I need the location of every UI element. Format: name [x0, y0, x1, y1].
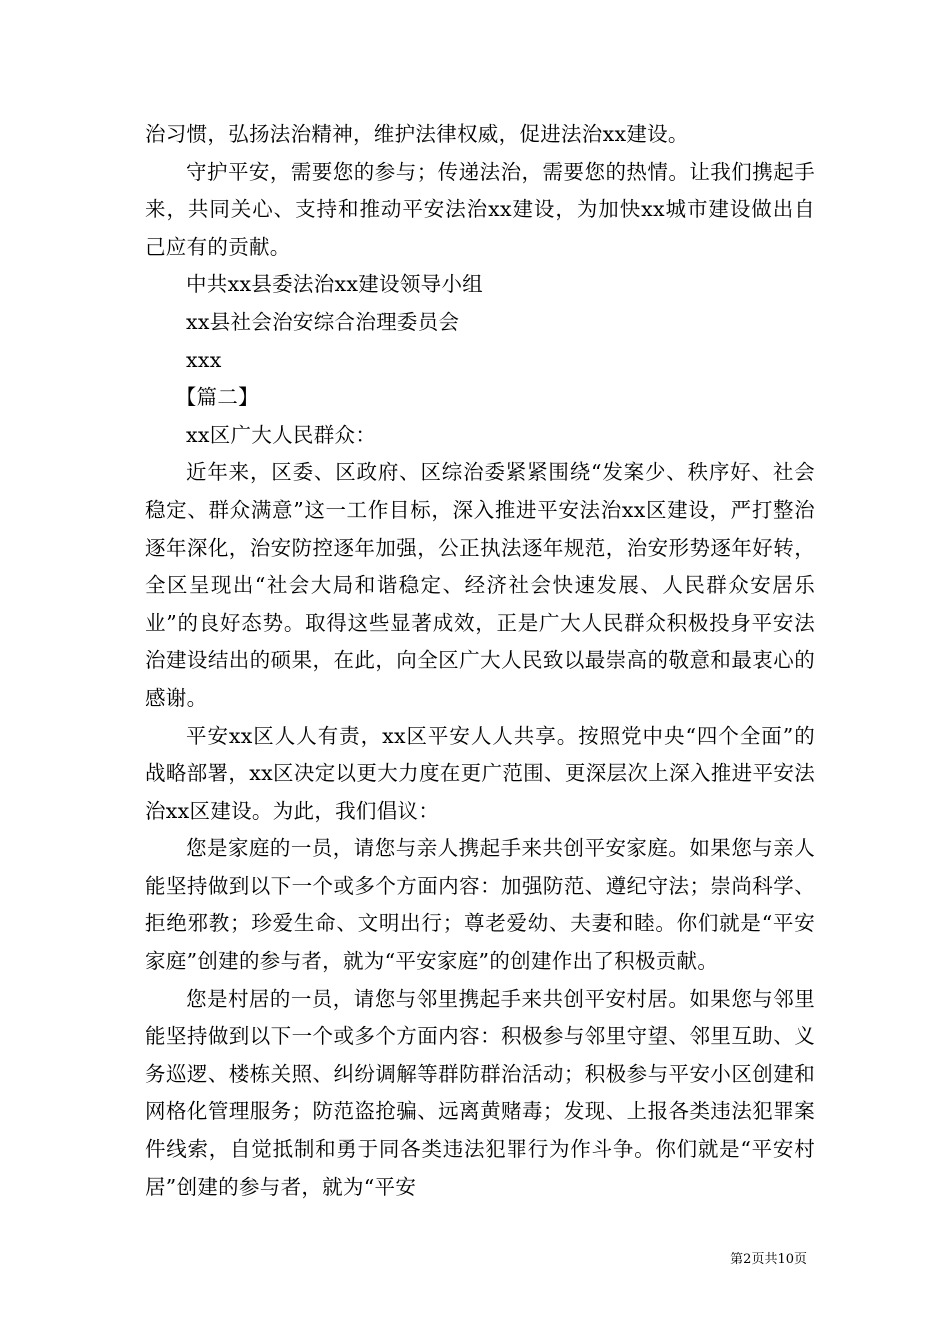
signature-org-1: 中共xx县委法治xx建设领导小组: [186, 272, 484, 297]
paragraph-continued: 治习惯，弘扬法治精神，维护法律权威，促进法治xx建设。: [145, 122, 689, 146]
paragraph-appeal: 守护平安，需要您的参与；传递法治，需要您的热情。让我们携起手来，共同关心、支持和推动平安法治xx建设，为加快xx城市建设做出自己应有的贡献。: [145, 159, 815, 259]
page-footer: 第2页共10页: [730, 1252, 807, 1267]
paragraph-family: 您是家庭的一员，请您与亲人携起手来共创平安家庭。如果您与亲人能坚持做到以下一个或多个方面内容：加强防范、遵纪守法；崇尚科学、拒绝邪教；珍爱生命、文明出行；尊老爱幼、夫妻和睦。你们就是“平安家庭”创建的参与者，就为“平安家庭”的创建作出了积极贡献。: [145, 836, 815, 974]
salutation: xx区广大人民群众：: [186, 422, 377, 447]
document-body: [145, 116, 815, 1206]
section-heading: 【篇二】: [175, 385, 259, 410]
paragraph-achievements: 近年来，区委、区政府、区综治委紧紧围绕“发案少、秩序好、社会稳定、群众满意”这一工作目标，深入推进平安法治xx区建设，严打整治逐年深化，治安防控逐年加强，公正执法逐年规范，治安形势逐年好转，全区呈现出“社会大局和谐稳定、经济社会快速发展、人民群众安居乐业”的良好态势。取得这些显著成效，正是广大人民群众积极投身平安法治建设结出的硕果，在此，向全区广大人民致以最崇高的敬意和最衷心的感谢。: [145, 460, 815, 710]
paragraph-community: 您是村居的一员，请您与邻里携起手来共创平安村居。如果您与邻里能坚持做到以下一个或多个方面内容：积极参与邻里守望、邻里互助、义务巡逻、楼栋关照、纠纷调解等群防群治活动；积极参与平安小区创建和网格化管理服务；防范盗抢骗、远离黄赌毒；发现、上报各类违法犯罪案件线索，自觉抵制和勇于同各类违法犯罪行为作斗争。你们就是“平安村居”创建的参与者，就为“平安: [145, 986, 815, 1199]
paragraph-initiative: 平安xx区人人有责，xx区平安人人共享。按照党中央“四个全面”的战略部署，xx区决定以更大力度在更广范围、更深层次上深入推进平安法治xx区建设。为此，我们倡议：: [145, 723, 815, 823]
signature-date: xxx: [186, 347, 222, 372]
signature-org-2: xx县社会治安综合治理委员会: [186, 309, 460, 334]
